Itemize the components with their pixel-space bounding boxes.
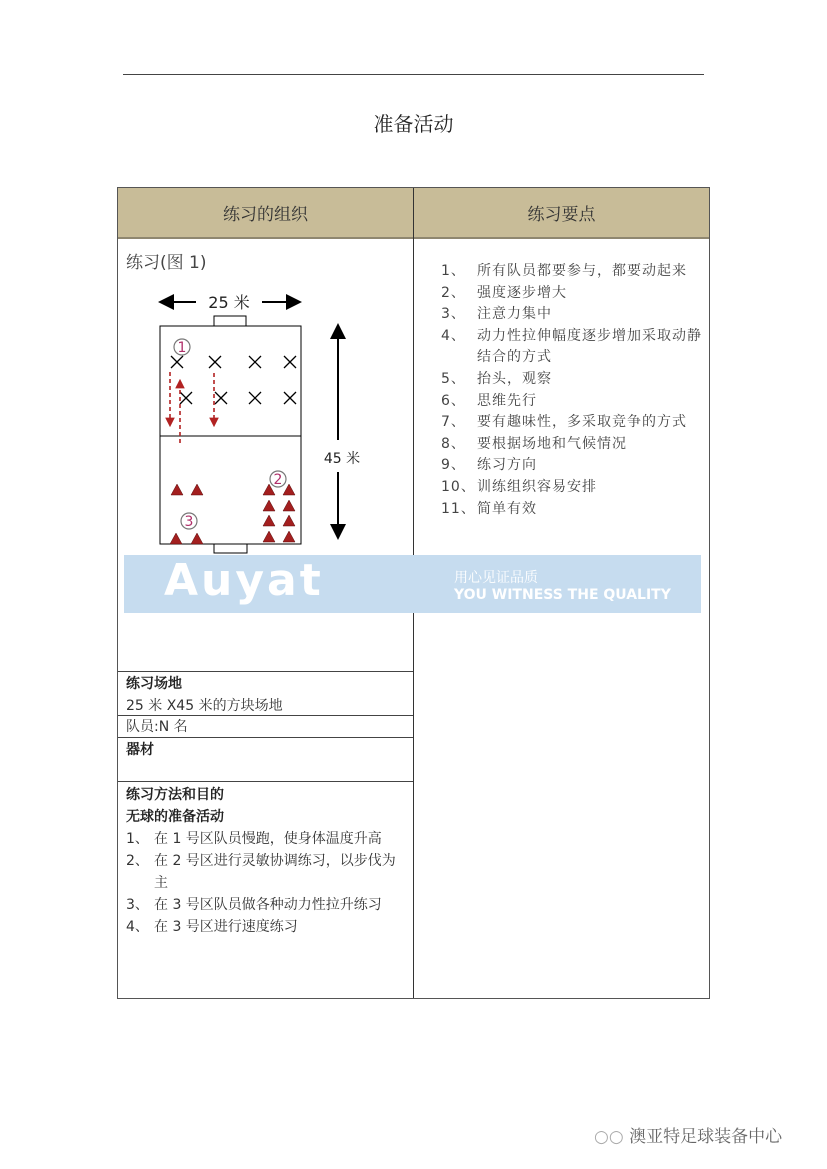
method-item [126,916,408,938]
key-point-number: 2、 [441,284,466,301]
zone-label: 3 [184,514,194,530]
method-item-number: 1、 [126,831,149,847]
figure-label: 练习(图 1) [126,253,207,273]
equipment-heading: 器材 [126,742,154,758]
wechat-icon: ○○ [594,1127,630,1147]
key-point-text: 注意力集中 [477,306,552,323]
venue-text: 25 米 X45 米的方块场地 [126,698,283,714]
key-point-number: 5、 [441,370,466,387]
method-item [126,828,408,850]
row-divider [118,671,413,672]
watermark-banner [124,555,701,613]
key-point-number: 9、 [441,457,466,474]
method-list [126,828,408,938]
method-item-text: 在 1 号区队员慢跑，使身体温度升高 [154,831,382,847]
method-item [126,850,408,894]
venue-heading: 练习场地 [126,676,182,692]
zone-label: 1 [177,340,187,356]
method-subheading: 无球的准备活动 [126,809,224,825]
page-title: 准备活动 [373,112,454,136]
players-text: 队员:N 名 [126,719,188,735]
watermark-slogan-cn: 用心见证品质 [454,570,538,586]
key-point-text: 要根据场地和气候情况 [477,435,627,452]
zone-label: 2 [273,472,283,488]
width-label: 25 米 [208,293,250,312]
account-footer [594,1122,782,1147]
key-point-number: 10、 [441,478,476,495]
row-divider [118,737,413,738]
method-item-number: 3、 [126,897,149,913]
watermark-logo: Auyat [164,555,324,606]
key-point-number: 4、 [441,327,466,344]
key-point-number: 3、 [441,306,466,323]
key-point-text: 训练组织容易安排 [477,478,597,495]
row-divider [118,781,413,782]
key-point-number: 1、 [441,263,466,279]
account-name: 澳亚特足球装备中心 [629,1127,783,1147]
key-point-number: 7、 [441,414,466,431]
header-organization: 练习的组织 [118,188,413,239]
goal-top [214,316,246,326]
header-key-points: 练习要点 [414,188,709,239]
length-label: 45 米 [323,451,361,467]
key-point-text: 所有队员都要参与，都要动起来 [477,263,687,279]
method-item [126,894,408,916]
key-point-text: 要有趣味性，多采取竞争的方式 [477,414,687,431]
key-point-text: 抬头，观察 [477,370,552,387]
goal-bottom [214,544,247,553]
key-point-text: 练习方向 [477,457,537,474]
key-point-text: 动力性拉伸幅度逐步增加采取动静结合的方式 [477,327,702,366]
method-item-number: 4、 [126,919,149,935]
key-point-number: 6、 [441,392,466,409]
key-point-number: 11、 [441,500,476,517]
method-item-text: 在 3 号区队员做各种动力性拉升练习 [154,897,382,913]
method-item-text: 在 3 号区进行速度练习 [154,919,298,935]
method-item-number: 2、 [126,853,149,869]
method-item-text: 在 2 号区进行灵敏协调练习，以步伐为主 [154,853,396,891]
key-point-text: 思维先行 [477,392,537,409]
method-section [126,784,408,938]
key-point-number: 8、 [441,435,466,452]
method-heading: 练习方法和目的 [126,787,224,803]
key-point-text: 简单有效 [477,500,537,517]
watermark-slogan-en: YOU WITNESS THE QUALITY [454,587,671,603]
key-point-text: 强度逐步增大 [477,284,567,301]
